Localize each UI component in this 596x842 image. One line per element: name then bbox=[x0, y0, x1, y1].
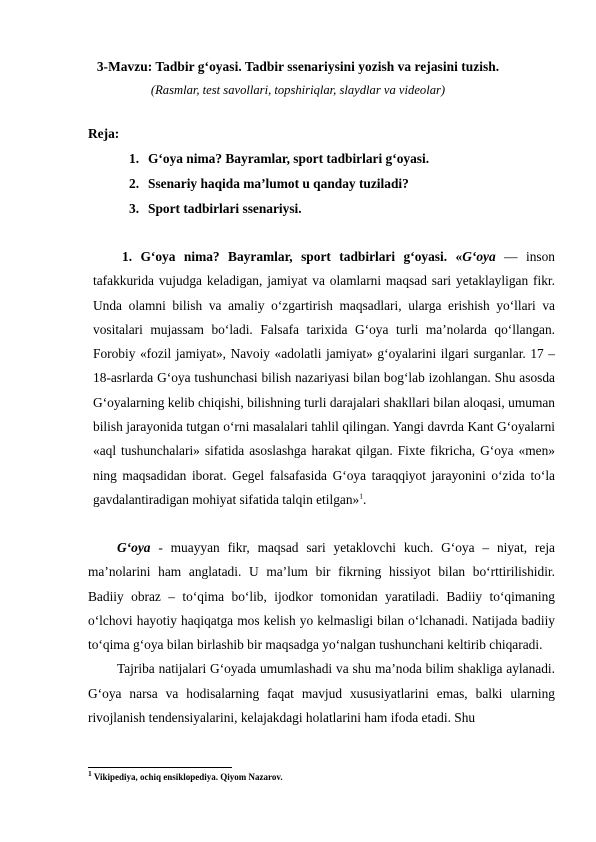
goya-term: G‘oya bbox=[462, 249, 496, 264]
plan-item-number: 1. bbox=[129, 151, 140, 166]
footnote-reference: 1 bbox=[359, 491, 363, 501]
section-1-tail: . bbox=[363, 491, 367, 507]
plan-list bbox=[129, 150, 429, 225]
plan-item bbox=[129, 175, 429, 200]
footnote-marker: 1 bbox=[88, 769, 92, 778]
footnote bbox=[88, 771, 283, 783]
quote-open: « bbox=[455, 249, 463, 264]
plan-item-text: Ssenariy haqida ma’lumot u qanday tuziladi? bbox=[148, 176, 409, 191]
paragraph-3-body: Tajriba natijalari G‘oyada umumlashadi va shu ma’noda bilim shakliga aylanadi. G‘oya narsa va hodisalarning faqat mavjud xususiyatlarini emas, balki ularning rivojlanish tendensiyalarini, kelajakdagi holatlarini ham ifoda etadi. Shu bbox=[88, 661, 555, 726]
plan-item bbox=[129, 200, 429, 225]
plan-item-text: Sport tadbirlari ssenariysi. bbox=[148, 201, 302, 216]
plan-item-text: G‘oya nima? Bayramlar, sport tadbirlari g‘oyasi. bbox=[148, 151, 430, 166]
paragraph-2-body: - muayyan fikr, maqsad sari yetaklovchi kuch. G‘oya – niyat, reja ma’nolarini ham anglatadi. U ma’lum bir fikrning hissiyot bilan bo‘rttirilishidir. Badiiy obraz – to‘qima bo‘lib, ijodkor tomonidan yaratiladi. Badiiy to‘qimaning o‘lchovi hayotiy haqiqatga mos kelish yo kelmasligi bilan o‘lchanadi. Natijada badiiy to‘qima g‘oya bilan birlashib bir maqsadga yo‘nalgan tushunchani keltirib chiqaradi. bbox=[88, 540, 555, 653]
section-1-paragraph bbox=[93, 245, 555, 512]
plan-item-number: 3. bbox=[129, 201, 140, 216]
goya-term: G‘oya bbox=[117, 540, 151, 555]
paragraph-goya-definition bbox=[88, 536, 555, 657]
footnote-divider bbox=[88, 767, 232, 768]
plan-item bbox=[129, 150, 429, 175]
section-1-body: — inson tafakkurida vujudga keladigan, jamiyat va olamlarni maqsad sari yetaklayligan fikr. Unda olamni bilish va amaliy o‘zgartirish maqsadlari, ularga erishish yo‘llari va vositalari mujassam bo‘ladi. Falsafa tarixida G‘oya turli ma’nolarda qo‘llangan. Forobiy «fozil jamiyat», Navoiy «adolatli jamiyat» g‘oyalarini ilgari surganlar. 17 – 18-asrlarda G‘oya tushunchasi bilish nazariyasi bilan bog‘lab izohlangan. Shu asosda G‘oyalarning kelib chiqishi, bilishning turli darajalari shakllari bilan aloqasi, umuman bilish jarayonida tutgan o‘rni masalalari tahlil qilingan. Yangi davrda Kant G‘oyalarni «aql tushunchalari» sifatida asoslashga harakat qilgan. Fixte fikricha, G‘oya «men» ning maqsadidan iborat. Gegel falsafasida G‘oya taraqqiyot jarayonini o‘zida to‘la gavdalantiradigan mohiyat sifatida talqin etilgan» bbox=[93, 249, 555, 507]
section-1-heading: 1. G‘oya nima? Bayramlar, sport tadbirlari g‘oyasi. bbox=[122, 249, 448, 264]
paragraph-experience bbox=[88, 657, 555, 730]
plan-item-number: 2. bbox=[129, 176, 140, 191]
document-title: 3-Mavzu: Tadbir g‘oyasi. Tadbir ssenariysini yozish va rejasini tuzish. bbox=[96, 59, 500, 74]
footnote-text: Vikipediya, ochiq ensiklopediya. Qiyom Nazarov. bbox=[91, 772, 283, 782]
plan-label: Reja: bbox=[88, 126, 120, 141]
body-text bbox=[88, 536, 555, 730]
document-subtitle: (Rasmlar, test savollari, topshiriqlar, slaydlar va videolar) bbox=[150, 83, 446, 97]
